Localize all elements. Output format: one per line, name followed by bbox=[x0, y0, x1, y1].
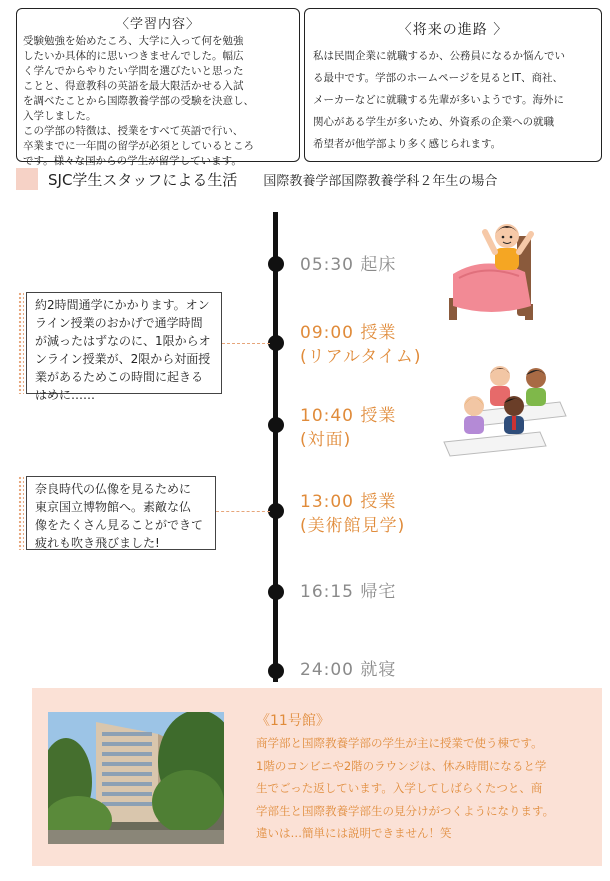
career-path-text: 私は民間企業に就職するか、公務員になるか悩んでい る最中です。学部のホームページを見るとIT、商社、 メーカーなどに就職する先輩が多いようです。海外に 関心がある学生が多いため、外資系の企業への就職 希望者が他学部より多く感じられます。 bbox=[313, 50, 565, 150]
timeline-dot bbox=[268, 663, 284, 679]
timeline-label-sleep: 24:00 就寝 bbox=[300, 660, 397, 680]
timeline-line bbox=[273, 212, 278, 682]
timeline-label-class-inperson: 10:40 授業 (対面) bbox=[300, 406, 397, 450]
students-illustration bbox=[440, 360, 570, 464]
timeline-dot bbox=[268, 256, 284, 272]
timeline-label-class-realtime: 09:00 授業 (リアルタイム) bbox=[300, 323, 422, 367]
museum-note: 奈良時代の仏像を見るために 東京国立博物館へ。素敵な仏 像をたくさん見ることができて 疲れも吹き飛びました! bbox=[26, 476, 216, 550]
study-content-text: 受験勉強を始めたころ、大学に入って何を勉強 したいか具体的に思いつきませんでした。幅広 く学んでからやりたい学問を選びたいと思った ことと、得意教科の英語を最大限活かせる入試 を調べたことから国際教養学部の受験を決意し、 入学しました。 この学部の特徴は、授業をすべて英語で行い、 卒業までに一年間の留学が必須としているところ です。様々な国からの学生が留学しています。 bbox=[23, 35, 254, 167]
commute-note: 約2時間通学にかかります。オン ライン授業のおかげで通学時間 が減ったはずなのに、1限からオ ンライン授業が、2限から対面授 業があるためこの時間に起きる はめに…… bbox=[26, 292, 222, 394]
building-description: 商学部と国際教養学部の学生が主に授業で使う棟です。 1階のコンビニや2階のラウンジは、休み時間になると学 生でごった返しています。入学してしばらくたつと、商 学部生と国際教養学部生の見分けがつくようになります。 違いは…簡単には説明できません！笑 bbox=[256, 736, 555, 840]
timeline-dot bbox=[268, 503, 284, 519]
career-path-title: 〈将来の進路 〉 bbox=[397, 22, 509, 38]
study-content-box bbox=[16, 8, 300, 167]
timeline-dot bbox=[268, 335, 284, 351]
header-square-icon bbox=[16, 168, 38, 190]
building-photo bbox=[48, 712, 224, 844]
timeline-label-wake: 05:30 起床 bbox=[300, 255, 397, 275]
timeline-label-class-museum: 13:00 授業 (美術館見学) bbox=[300, 492, 406, 536]
study-content-title: 〈学習内容〉 bbox=[115, 17, 200, 32]
note-dotted-strip bbox=[18, 476, 24, 550]
note-connector bbox=[216, 511, 270, 512]
section-title: SJC学生スタッフによる生活 bbox=[48, 170, 238, 189]
building-title: 《11号館》 bbox=[256, 713, 330, 729]
note-dotted-strip bbox=[18, 292, 24, 394]
timeline-dot bbox=[268, 417, 284, 433]
section-header bbox=[16, 168, 497, 190]
building-photo-image bbox=[48, 712, 224, 844]
section-subtitle: 国際教養学部国際教養学科２年生の場合 bbox=[263, 173, 498, 189]
timeline-label-home: 16:15 帰宅 bbox=[300, 582, 397, 602]
building-info-panel bbox=[32, 688, 602, 866]
note-connector bbox=[222, 343, 270, 344]
waking-up-illustration bbox=[445, 214, 545, 324]
timeline-dot bbox=[268, 584, 284, 600]
career-path-box bbox=[304, 8, 602, 162]
